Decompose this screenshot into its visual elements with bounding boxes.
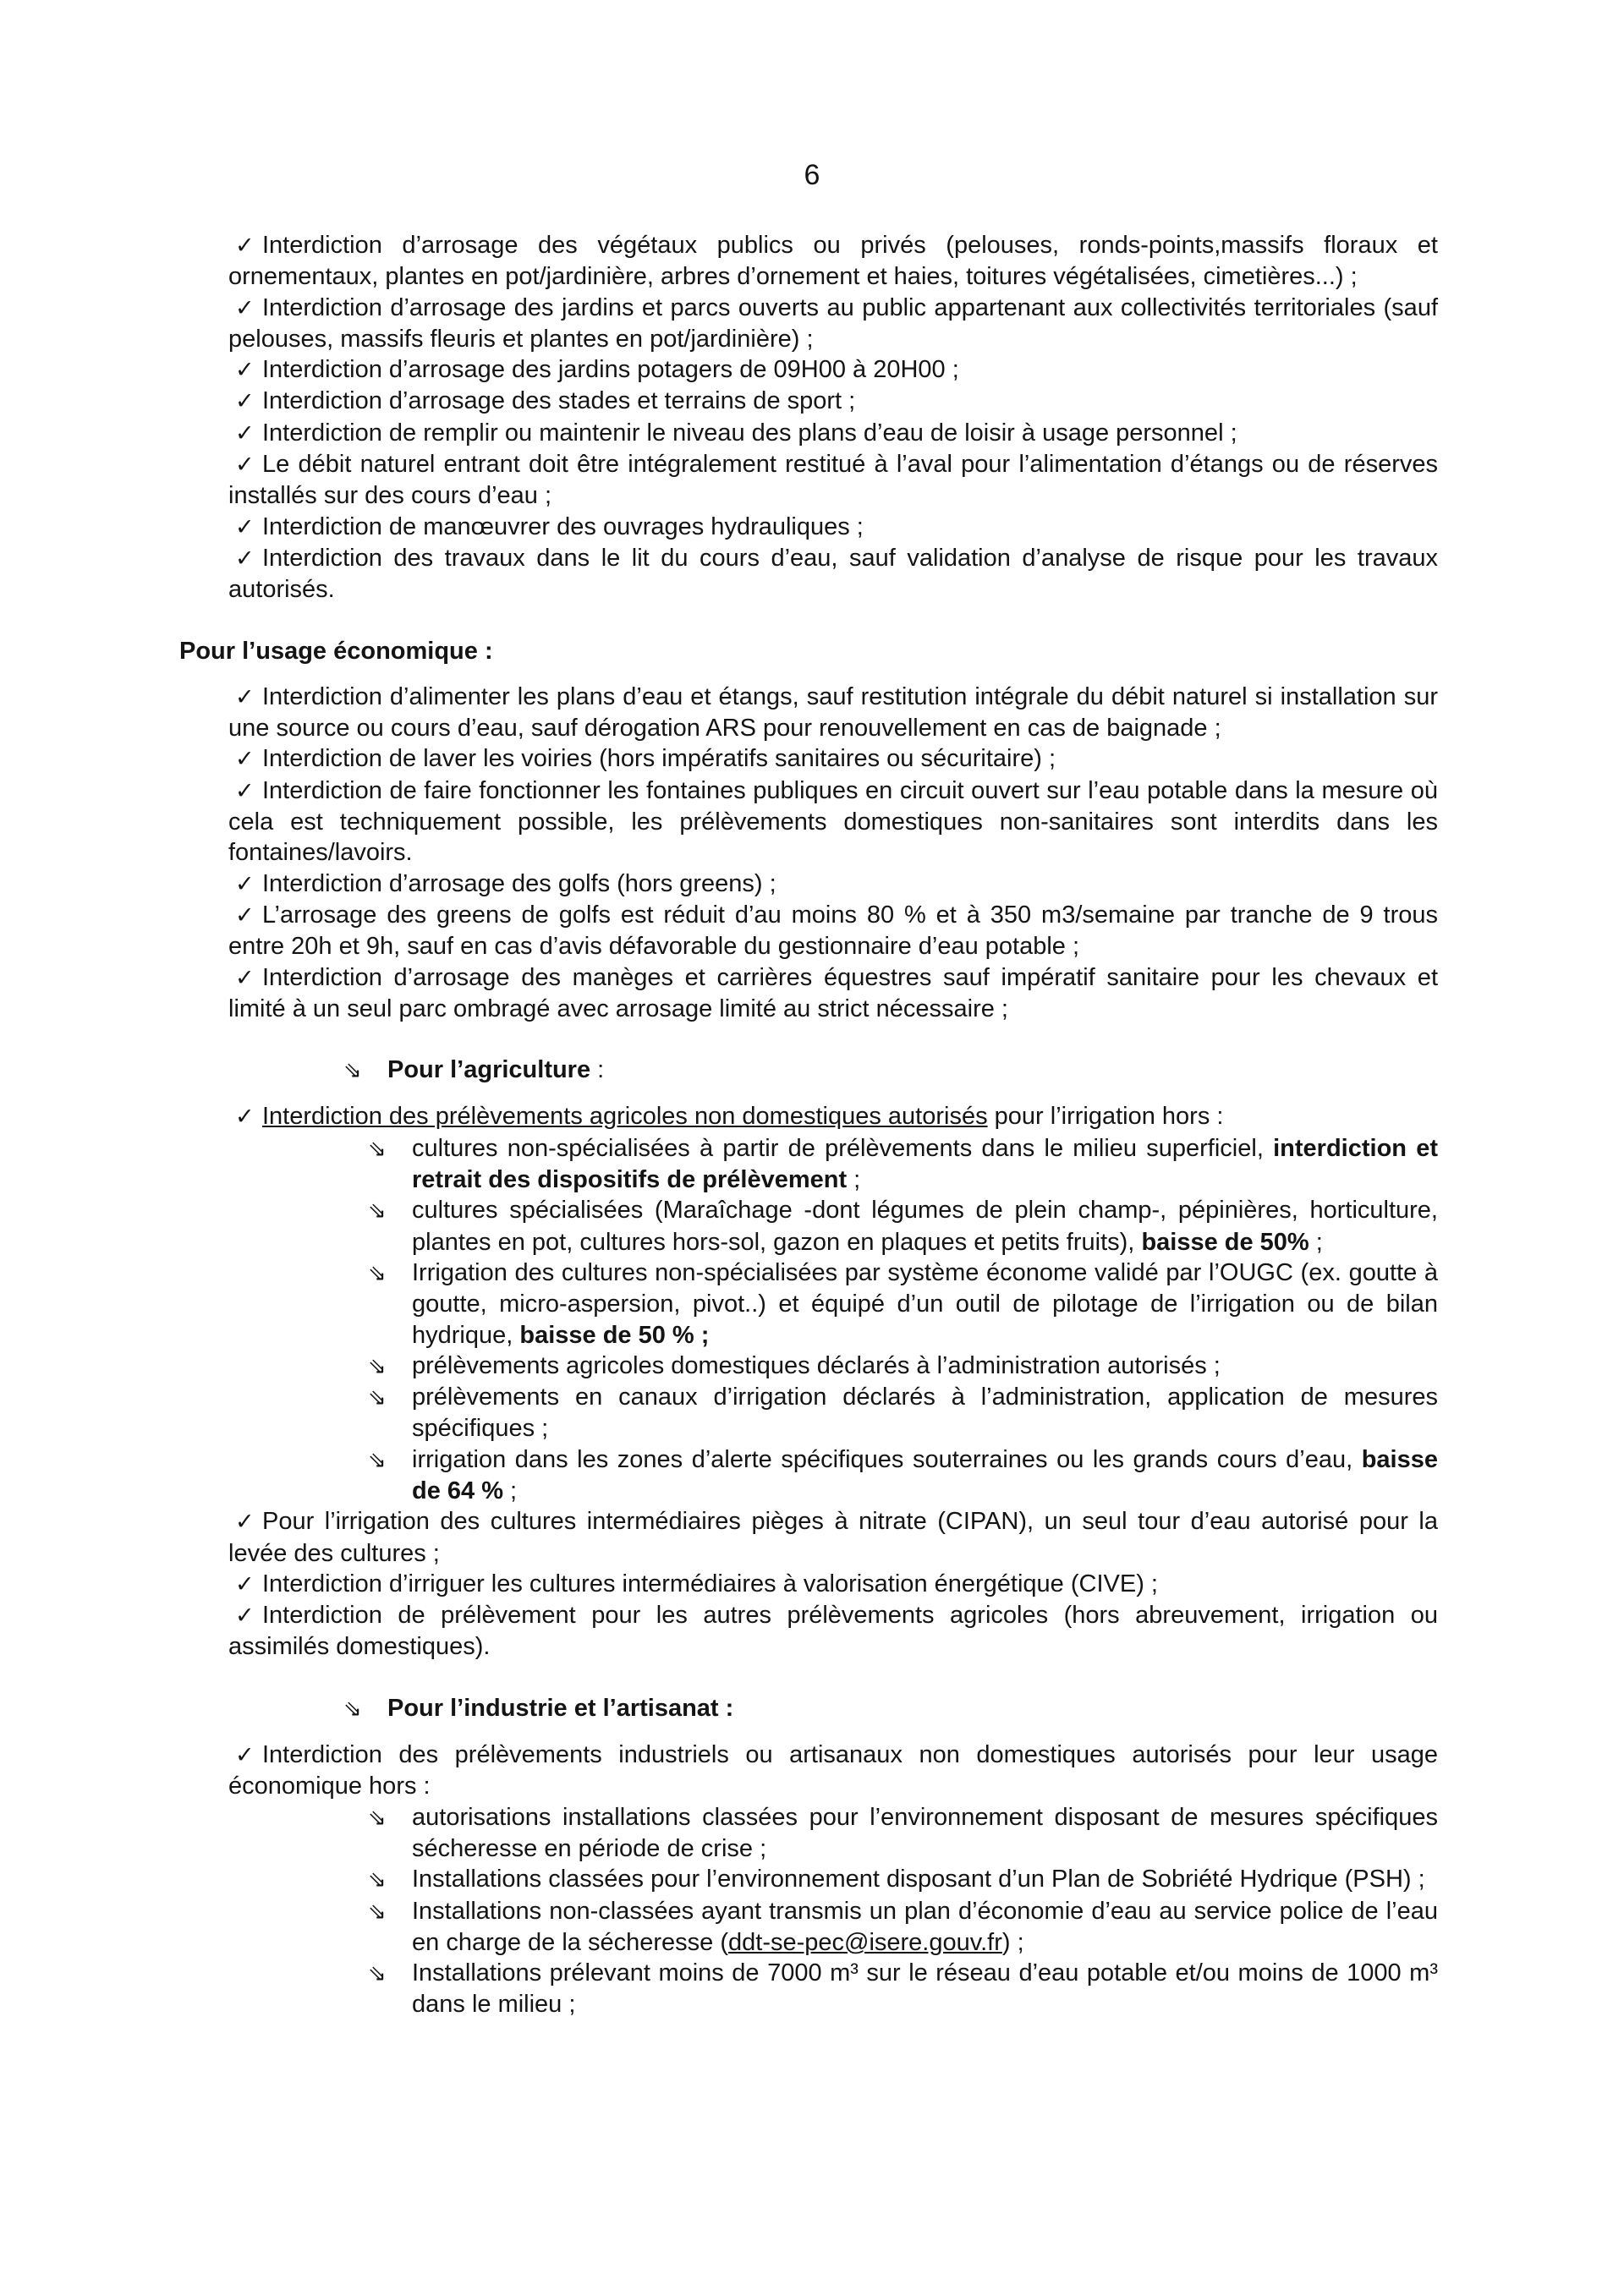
list-item: ✓ Interdiction d’irriguer les cultures intermédiaires à valorisation énergétique (CIVE) ; [228, 1569, 1438, 1600]
spacer [228, 1024, 1438, 1055]
list-item: ✓ Interdiction de laver les voiries (hors impératifs sanitaires ou sécuritaire) ; [228, 743, 1438, 775]
checkmark-icon: ✓ [235, 233, 255, 259]
list-item: ✓ Le débit naturel entrant doit être intégralement restitué à l’aval pour l’alimentation d’étangs ou de réserves installés sur des cours d’eau ; [228, 451, 1438, 510]
sub-list-item: ⇘ Installations prélevant moins de 7000 m³ sur le réseau d’eau potable et/ou moins de 1000 m³ dans le milieu ; [368, 1959, 1438, 2019]
sub-list-item: ⇘ irrigation dans les zones d’alerte spécifiques souterraines ou les grands cours d’eau, baisse de 64 % ; [368, 1445, 1438, 1504]
section-heading-economique: Pour l’usage économique : [179, 637, 493, 665]
sub-list-item: ⇘ Installations classées pour l’environnement disposant d’un Plan de Sobriété Hydrique (PSH) ; [228, 1864, 1438, 1895]
list-item: ✓ Interdiction d’arrosage des stades et terrains de sport ; [228, 386, 1438, 417]
spacer [228, 666, 1438, 682]
hooked-arrow-icon: ⇘ [343, 1696, 362, 1722]
checkmark-icon: ✓ [235, 1603, 255, 1630]
hooked-arrow-icon: ⇘ [368, 1353, 387, 1379]
checkmark-icon: ✓ [235, 357, 255, 384]
hooked-arrow-icon: ⇘ [368, 1961, 387, 1987]
hooked-arrow-icon: ⇘ [368, 1447, 387, 1473]
hooked-arrow-icon: ⇘ [368, 1198, 387, 1225]
subsection-heading-industrie: ⇘ Pour l’industrie et l’artisanat : [343, 1693, 1438, 1724]
list-item: ✓ Interdiction des prélèvements agricoles non domestiques autorisés pour l’irrigation hors : [228, 1101, 1438, 1132]
checkmark-icon: ✓ [235, 964, 255, 991]
checkmark-icon: ✓ [235, 1104, 255, 1131]
list-item: ✓ Interdiction de prélèvement pour les autres prélèvements agricoles (hors abreuvement, irrigation ou assimilés domestiques). [228, 1602, 1438, 1661]
list-item: ✓ Interdiction de manœuvrer des ouvrages hydrauliques ; [228, 512, 1438, 543]
checkmark-icon: ✓ [235, 545, 255, 572]
checkmark-icon: ✓ [235, 1509, 255, 1536]
list-item: ✓ Interdiction d’arrosage des golfs (hors greens) ; [228, 869, 1438, 900]
checkmark-icon: ✓ [235, 870, 255, 897]
list-item: ✓ Interdiction d’arrosage des jardins et parcs ouverts au public appartenant aux collectivités territoriales (sauf pelouses, massifs fleuris et plantes en pot/jardinière) ; [228, 293, 1438, 353]
hooked-arrow-icon: ⇘ [368, 1136, 387, 1162]
checkmark-icon: ✓ [235, 683, 255, 710]
checkmark-icon: ✓ [235, 777, 255, 804]
checkmark-icon: ✓ [235, 388, 255, 415]
spacer [228, 606, 1438, 636]
hooked-arrow-icon: ⇘ [368, 1867, 387, 1893]
hooked-arrow-icon: ⇘ [343, 1058, 362, 1084]
checkmark-icon: ✓ [235, 513, 255, 540]
sub-list-item: ⇘ Irrigation des cultures non-spécialisées par système économe validé par l’OUGC (ex. goutte à goutte, micro-aspersion, pivot..) et équipé d’un outil de pilotage de l’irrigation ou de bilan hydrique, baisse de 50 % ; [368, 1258, 1438, 1349]
page-number: 6 [804, 159, 820, 191]
hooked-arrow-icon: ⇘ [368, 1385, 387, 1411]
document-body [179, 230, 1438, 2020]
checkmark-icon: ✓ [235, 901, 255, 929]
sub-list-item: ⇘ prélèvements agricoles domestiques déclarés à l’administration autorisés ; [228, 1351, 1438, 1382]
checkmark-icon: ✓ [235, 294, 255, 321]
checkmark-icon: ✓ [235, 452, 255, 479]
list-item: ✓ Interdiction d’arrosage des végétaux publics ou privés (pelouses, ronds-points,massifs floraux et ornementaux, plantes en pot/jardinière, arbres d’ornement et haies, toitures végétalisées, cimetières...) ; [228, 232, 1438, 291]
email-link[interactable]: ddt-se-pec@isere.gouv.fr [728, 1928, 1002, 1956]
spacer [228, 1086, 1438, 1101]
sub-list-item: ⇘ Installations non-classées ayant transmis un plan d’économie d’eau au service police de l’eau en charge de la sécheresse (ddt-se-pec@isere.gouv.fr) ; [368, 1897, 1438, 1956]
list-item: ✓ Interdiction d’alimenter les plans d’eau et étangs, sauf restitution intégrale du débit naturel si installation sur une source ou cours d’eau, sauf dérogation ARS pour renouvellement en cas de baignade ; [228, 682, 1438, 743]
hooked-arrow-icon: ⇘ [368, 1899, 387, 1925]
list-item: ✓ Interdiction d’arrosage des manèges et carrières équestres sauf impératif sanitaire pour les chevaux et limité à un seul parc ombragé avec arrosage limité au strict nécessaire ; [228, 963, 1438, 1022]
list-item: ✓ Interdiction des prélèvements industriels ou artisanaux non domestiques autorisés pour leur usage économique hors : [228, 1741, 1438, 1800]
subsection-heading-agriculture: ⇘ Pour l’agriculture : [343, 1055, 1438, 1086]
list-item: ✓ L’arrosage des greens de golfs est réduit d’au moins 80 % et à 350 m3/semaine par tranche de 9 trous entre 20h et 9h, sauf en cas d’avis défavorable du gestionnaire d’eau potable ; [228, 901, 1438, 961]
hooked-arrow-icon: ⇘ [368, 1805, 387, 1831]
hooked-arrow-icon: ⇘ [368, 1260, 387, 1286]
checkmark-icon: ✓ [235, 419, 255, 447]
list-item: ✓ Interdiction de faire fonctionner les fontaines publiques en circuit ouvert sur l’eau potable dans la mesure où cela est techniquement possible, les prélèvements domestiques non-sanitaires sont interdits dans les fontaines/lavoirs. [228, 776, 1438, 867]
checkmark-icon: ✓ [235, 1570, 255, 1597]
spacer [228, 1724, 1438, 1740]
list-item: ✓ Interdiction des travaux dans le lit du cours d’eau, sauf validation d’analyse de risque pour les travaux autorisés. [228, 544, 1438, 604]
sub-list-item: ⇘ cultures non-spécialisées à partir de prélèvements dans le milieu superficiel, interdiction et retrait des dispositifs de prélèvement ; [368, 1134, 1438, 1194]
list-item: ✓ Interdiction d’arrosage des jardins potagers de 09H00 à 20H00 ; [228, 354, 1438, 386]
checkmark-icon: ✓ [235, 1742, 255, 1769]
sub-list-item: ⇘ cultures spécialisées (Maraîchage -dont légumes de plein champ-, pépinières, horticulture, plantes en pot, cultures hors-sol, gazon en plaques et petits fruits), baisse de 50% ; [368, 1197, 1438, 1256]
sub-list-item: ⇘ prélèvements en canaux d’irrigation déclarés à l’administration, application de mesures spécifiques ; [368, 1384, 1438, 1443]
spacer [228, 1663, 1438, 1693]
sub-list-item: ⇘ autorisations installations classées pour l’environnement disposant de mesures spécifiques sécheresse en période de crise ; [368, 1803, 1438, 1862]
checkmark-icon: ✓ [235, 746, 255, 773]
list-item: ✓ Pour l’irrigation des cultures intermédiaires pièges à nitrate (CIPAN), un seul tour d’eau autorisé pour la levée des cultures ; [228, 1508, 1438, 1567]
list-item: ✓ Interdiction de remplir ou maintenir le niveau des plans d’eau de loisir à usage personnel ; [228, 418, 1438, 449]
